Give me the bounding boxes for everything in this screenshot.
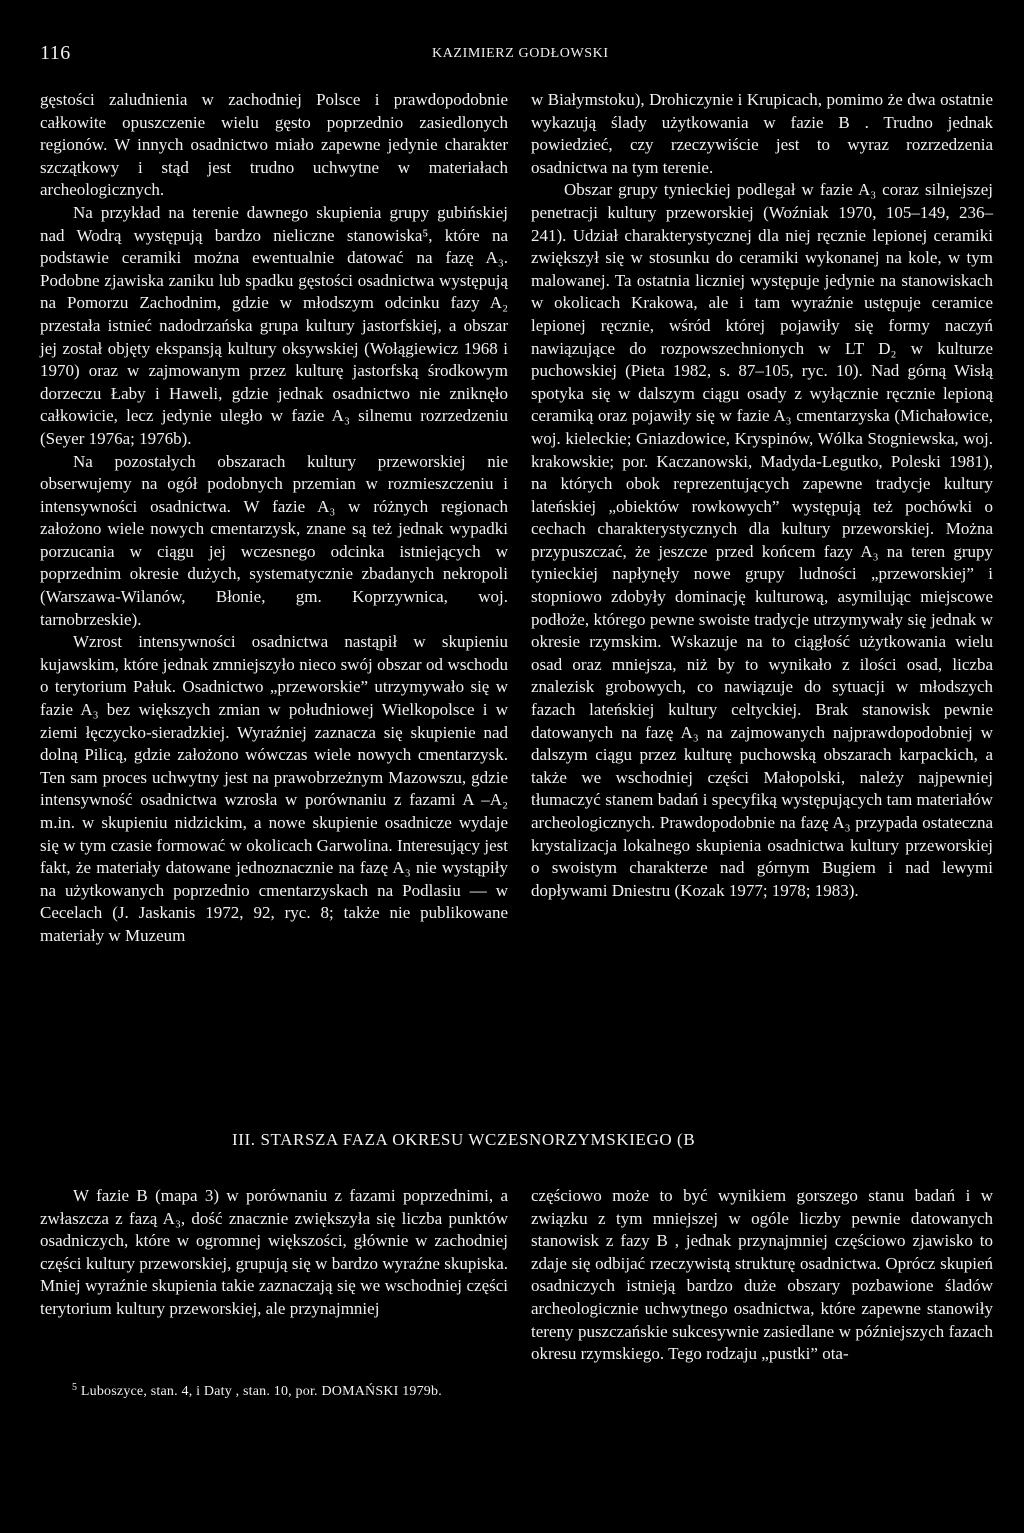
paragraph: Wzrost intensywności osadnictwa nastąpił w skupieniu kujawskim, które jednak zmniejszyło nieco swój obszar od wschodu o terytorium Pałuk. Osadnictwo „przeworskie” utrzymywało się w fazie A₃ bez większych zmian w południowej Wielkopolsce i w ziemi łęczycko-sieradzkiej. Wyraźniej zaznacza się skupienie nad dolną Pilicą, gdzie założono wówczas wiele nowych cmentarzysk. Ten sam proces uchwytny jest na prawobrzeżnym Mazowszu, gdzie intensywność osadnictwa wzrosła w porównaniu z fazami A –A₂ m.in. w skupieniu nidzickim, a nowe skupienie osadnicze wydaje się w tym czasie formować w okolicach Garwolina. Interesujący jest fakt, że materiały datowane jednoznacznie na fazę A₃ nie wystąpiły na użytkowanych poprzednio cmentarzyskach na Podlasiu — w Cecelach (J. Jaskanis 1972, 92, ryc. 8; także nie publikowane materiały w Muzeum	[40, 632, 508, 945]
left-column	[40, 89, 508, 948]
page-number: 116	[40, 42, 71, 64]
paragraph: gęstości zaludnienia w zachodniej Polsce i prawdopodobnie całkowite opuszczenie wielu gęsto poprzednio zasiedlonych regionów. W innych osadnictwo miało zapewne jedynie charakter szczątkowy i stąd jest trudno uchwytne w materiałach archeologicznych.	[40, 90, 508, 200]
paragraph: w Białymstoku), Drohiczynie i Krupicach, pomimo że dwa ostatnie wykazują ślady użytkowania w fazie B . Trudno jednak powiedzieć, czy rzeczywiście jest to wyraz rozrzedzenia osadnictwa na tym terenie.	[531, 90, 993, 177]
paragraph: W fazie B (mapa 3) w porównaniu z fazami poprzednimi, a zwłaszcza z fazą A₃, dość znacznie zwiększyła się liczba punktów osadniczych, które w ogromnej większości, głównie w zachodniej części kultury przeworskiej, grupują się w bardzo wyraźne skupiska. Mniej wyraźnie skupienia takie zaznaczają się we wschodniej części terytorium kultury przeworskiej, ale przynajmniej	[40, 1186, 508, 1318]
running-head: KAZIMIERZ GODŁOWSKI	[432, 46, 609, 61]
paragraph: Na przykład na terenie dawnego skupienia grupy gubińskiej nad Wodrą występują bardzo nieliczne stanowiska⁵, które na podstawie ceramiki można ewentualnie datować na fazę A₃. Podobne zjawiska zaniku lub spadku gęstości osadnictwa występują na Pomorzu Zachodnim, gdzie w młodszym odcinku fazy A₂ przestała istnieć nadodrzańska grupa kultury jastorfskiej, a obszar jej został objęty ekspansją kultury oksywskiej (Wołągiewicz 1968 i 1970) oraz w zajmowanym przez kulturę jastorfską środkowym dorzeczu Łaby i Haweli, gdzie jednak osadnictwo nie zniknęło całkowicie, lecz jedynie uległo w fazie A₃ silnemu rozrzedzeniu (Seyer 1976a; 1976b).	[40, 202, 508, 448]
footnote	[72, 1382, 442, 1400]
paragraph: Obszar grupy tynieckiej podlegał w fazie A₃ coraz silniejszej penetracji kultury przeworskiej (Woźniak 1970, 105–149, 236–241). Udział charakterystycznej dla niej ręcznie lepionej ceramiki zwiększył się w stosunku do ceramiki wykonanej na kole, w tym malowanej. Ta ostatnia liczniej występuje jedynie na stanowiskach w okolicach Krakowa, ale i tam wyraźnie ustępuje ceramice lepionej ręcznie, wśród której pojawiły się formy naczyń nawiązujące do rozpowszechnionych w LT D₂ w kulturze puchowskiej (Pieta 1982, s. 87–105, ryc. 10). Nad górną Wisłą spotyka się w dalszym ciągu osady z wyłącznie ręcznie lepioną ceramiką oraz pojawiły się w fazie A₃ cmentarzyska (Michałowice, woj. kieleckie; Gniazdowice, Kryspinów, Wólka Stogniewska, woj. krakowskie; por. Kaczanowski, Madyda-Legutko, Poleski 1981), na których obok reprezentujących zapewne tradycje kultury lateńskiej „obiektów rowkowych” występują też pochówki o cechach charakterystycznych dla kultury przeworskiej. Można przypuszczać, że jeszcze przed końcem fazy A₃ na teren grupy tynieckiej napłynęły nowe grupy ludności „przeworskiej” i stopniowo zdobyły dominację kulturową, asymilując miejscowe podłoże, którego pewne swoiste tradycje utrzymywały się jednak w okresie rzymskim. Wskazuje na to ciągłość użytkowania wielu osad oraz mniejsza, niż by to wynikało z ilości osad, liczba znalezisk grobowych, co nawiązuje do sytuacji w młodszych fazach lateńskiej kultury celtyckiej. Brak stanowisk pewnie datowanych na fazę A₃ na zajmowanych najprawdopodobniej w dalszym ciągu przez kulturę puchowską obszarach karpackich, a także we wschodniej części Małopolski, należy najpewniej tłumaczyć stanem badań i specyfiką występujących tam materiałów archeologicznych. Prawdopodobnie na fazę A₃ przypada ostateczna krystalizacja lokalnego skupienia osadnictwa kultury przeworskiej o swoistym charakterze nad górnym Bugiem i nad lewymi dopływami Dniestru (Kozak 1977; 1978; 1983).	[531, 180, 993, 900]
footnote-marker: 5	[72, 1382, 78, 1393]
footnote-text: Luboszyce, stan. 4, i Daty , stan. 10, por. DOMAŃSKI 1979b.	[80, 1384, 442, 1399]
paragraph: Na pozostałych obszarach kultury przeworskiej nie obserwujemy na ogół podobnych przemian w rozmieszczeniu i intensywności osadnictwa. W fazie A₃ w różnych regionach założono wiele nowych cmentarzysk, znane są też jednak wypadki porzucania w ciągu jej wczesnego odcinka istniejących w poprzednim okresie dużych, systematycznie zbadanych nekropoli (Warszawa-Wilanów, Błonie, gm. Koprzywnica, woj. tarnobrzeskie).	[40, 451, 508, 629]
right-column	[531, 89, 993, 902]
section-heading: III. STARSZA FAZA OKRESU WCZESNORZYMSKIEGO (B	[232, 1130, 696, 1149]
section-left-column	[40, 1185, 508, 1321]
paragraph: częściowo może to być wynikiem gorszego stanu badań i w związku z tym mniejszej w ogóle liczby pewnie datowanych stanowisk z fazy B , jednak przynajmniej częściowo zjawisko to zdaje się odbijać rzeczywistą strukturę osadnictwa. Oprócz skupień osadniczych istnieją bardzo duże obszary pozbawione śladów archeologicznie uchwytnego osadnictwa, które zapewne stanowiły tereny puszczańskie sukcesywnie zasiedlane w późniejszych fazach okresu rzymskiego. Tego rodzaju „pustki” ota-	[531, 1186, 993, 1364]
section-right-column	[531, 1185, 993, 1366]
